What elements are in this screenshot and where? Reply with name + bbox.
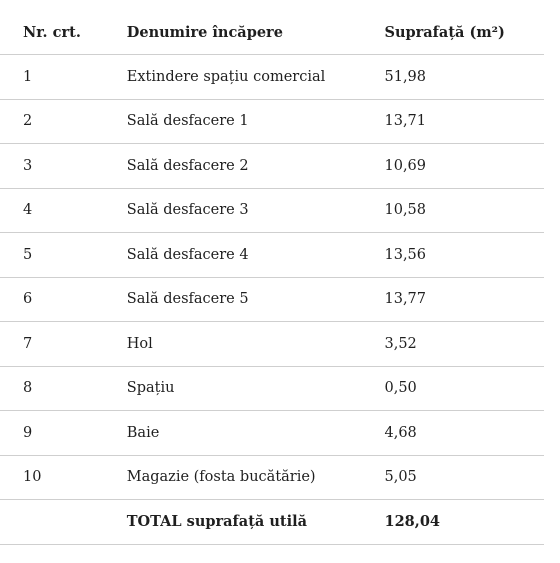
cell-nr: 7 (0, 322, 127, 367)
cell-area: 13,71 (385, 99, 545, 144)
cell-room-name: Sală desfacere 4 (127, 233, 385, 278)
total-label: TOTAL suprafață utilă (127, 500, 385, 545)
cell-nr: 6 (0, 277, 127, 322)
cell-area: 51,98 (385, 55, 545, 100)
table-row (0, 188, 544, 233)
cell-room-name: Spațiu (127, 366, 385, 411)
cell-room-name: Magazie (fosta bucătărie) (127, 455, 385, 500)
header-area: Suprafață (m²) (385, 10, 545, 55)
table-body (0, 55, 544, 545)
cell-nr: 9 (0, 411, 127, 456)
table-row (0, 144, 544, 189)
cell-room-name: Hol (127, 322, 385, 367)
table-row (0, 233, 544, 278)
table-row (0, 99, 544, 144)
cell-room-name: Sală desfacere 5 (127, 277, 385, 322)
cell-room-name: Sală desfacere 3 (127, 188, 385, 233)
cell-nr: 3 (0, 144, 127, 189)
cell-room-name: Baie (127, 411, 385, 456)
total-row (0, 500, 544, 545)
cell-area: 0,50 (385, 366, 545, 411)
total-cell-nr (0, 500, 127, 545)
cell-nr: 4 (0, 188, 127, 233)
cell-nr: 10 (0, 455, 127, 500)
table-header-row (0, 10, 544, 55)
cell-area: 10,58 (385, 188, 545, 233)
table-row (0, 322, 544, 367)
table-row (0, 55, 544, 100)
cell-area: 4,68 (385, 411, 545, 456)
cell-area: 5,05 (385, 455, 545, 500)
cell-area: 10,69 (385, 144, 545, 189)
table-row (0, 277, 544, 322)
cell-area: 3,52 (385, 322, 545, 367)
cell-area: 13,56 (385, 233, 545, 278)
header-room-name: Denumire încăpere (127, 10, 385, 55)
total-area-value: 128,04 (385, 500, 545, 545)
table-row (0, 366, 544, 411)
cell-nr: 1 (0, 55, 127, 100)
cell-nr: 8 (0, 366, 127, 411)
room-area-table (0, 10, 544, 545)
cell-area: 13,77 (385, 277, 545, 322)
table-row (0, 455, 544, 500)
table-row (0, 411, 544, 456)
cell-room-name: Extindere spațiu comercial (127, 55, 385, 100)
header-nr: Nr. crt. (0, 10, 127, 55)
cell-nr: 5 (0, 233, 127, 278)
cell-nr: 2 (0, 99, 127, 144)
cell-room-name: Sală desfacere 2 (127, 144, 385, 189)
cell-room-name: Sală desfacere 1 (127, 99, 385, 144)
